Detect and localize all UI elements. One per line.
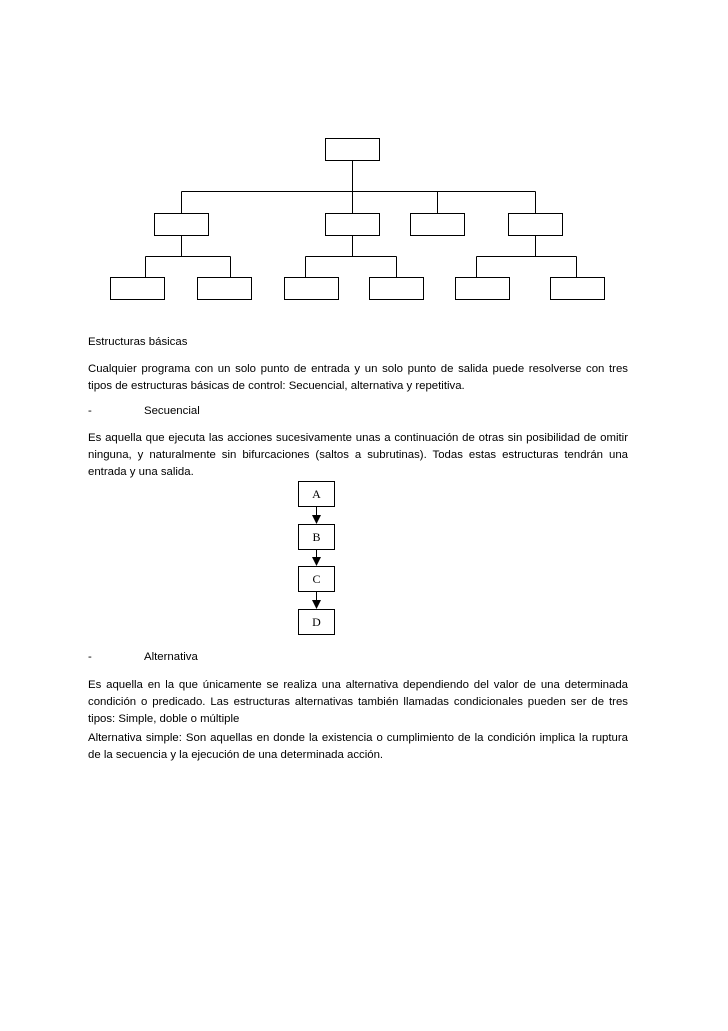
bullet-dash: - xyxy=(88,405,92,417)
section-heading: Estructuras básicas xyxy=(88,336,188,348)
alternativa-title: Alternativa xyxy=(144,651,198,663)
flow-label-c: C xyxy=(312,572,321,586)
flow-arrow-head xyxy=(312,515,321,524)
bullet-dash: - xyxy=(88,651,92,663)
alternativa-paragraph: Es aquella en la que únicamente se realiza una alternativa dependiendo del valor de una determinada condición o predicado. Las estructuras alternativas también llamadas condicionales pueden ser de tres tipos: Simple, doble o múltiple xyxy=(88,679,628,725)
flow-label-a: A xyxy=(312,487,321,501)
alternativa-simple-paragraph: Alternativa simple: Son aquellas en donde la existencia o cumplimiento de la condición implica la ruptura de la secuencia y la ejecución de una determinada acción. xyxy=(88,732,628,761)
secuencial-paragraph: Es aquella que ejecuta las acciones sucesivamente unas a continuación de otras sin posibilidad de omitir ninguna, y naturalmente sin bifurcaciones (saltos a subrutinas). Todas estas estructuras tendrán una entrada y una salida. xyxy=(88,432,628,478)
intro-paragraph: Cualquier programa con un solo punto de entrada y un solo punto de salida puede resolverse con tres tipos de estructuras básicas de control: Secuencial, alternativa y repetitiva. xyxy=(88,363,628,392)
flow-arrow-head xyxy=(312,557,321,566)
secuencial-title: Secuencial xyxy=(144,405,200,417)
flow-label-d: D xyxy=(312,615,321,629)
flow-label-b: B xyxy=(312,530,321,544)
flow-arrow-head xyxy=(312,600,321,609)
